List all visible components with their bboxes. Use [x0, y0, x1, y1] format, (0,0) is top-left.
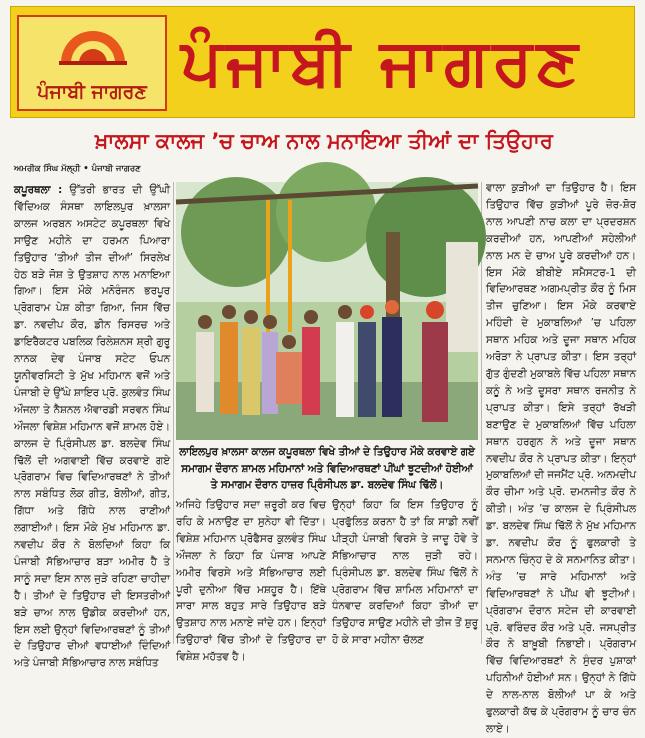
column-3-text: ਵਾਲਾ ਕੁੜੀਆਂ ਦਾ ਤਿਉਹਾਰ ਹੈ। ਇਸ ਤਿਉਹਾਰ ਵਿੱਚ ਕੁੜੀਆਂ ਪੂਰੇ ਜ਼ੋਰ-ਸ਼ੋਰ ਨਾਲ ਆਪਣੀ ਨਾਚ ਕਲਾ ਦਾ ਪ੍ਰਦਰਸ਼ਨ ਕਰਦੀਆਂ ਹਨ, ਆਪਣੀਆਂ ਸਹੇਲੀਆਂ ਨਾਲ ਮਨ ਦੇ ਚਾਅ ਪੂਰੇ ਕਰਦੀਆਂ ਹਨ। ਇਸ ਮੌਕੇ ਬੀਬੀਏ ਸਮੈਸਟਰ-1 ਦੀ ਵਿਦਿਆਰਥਣ ਅਗਮਪ੍ਰੀਤ ਕੌਰ ਨੂੰ ਮਿਸ ਤੀਜ ਚੁਣਿਆ। ਇਸ ਮੌਕੇ ਕਰਵਾਏ ਮਹਿੰਦੀ ਦੇ ਮੁਕਾਬਲਿਆਂ ’ਚ ਪਹਿਲਾ ਸਥਾਨ ਮਹਿਕ ਅਤੇ ਦੂਜਾ ਸਥਾਨ ਮਹਿਕ ਅਰੋੜਾ ਨੇ ਪ੍ਰਾਪਤ ਕੀਤਾ। ਇਸ ਤਰ੍ਹਾਂ ਗੁੱਤ ਗੁੰਦਣੀ ਮੁਕਾਬਲੇ ਵਿੱਚ ਪਹਿਲਾ ਸਥਾਨ ਕਨੂੰ ਨੇ ਅਤੇ ਦੂਸਰਾ ਸਥਾਨ ਰਜਨੀਤ ਨੇ ਪ੍ਰਾਪਤ ਕੀਤਾ। ਇਸੇ ਤਰ੍ਹਾਂ ਰੱਖੜੀ ਬਣਾਉਣ ਦੇ ਮੁਕਾਬਲਿਆਂ ਵਿੱਚ ਪਹਿਲਾ ਸਥਾਨ ਹਰਗੁਨ ਨੇ ਅਤੇ ਦੂਜਾ ਸਥਾਨ ਨਵਦੀਪ ਕੌਰ ਨੇ ਪ੍ਰਾਪਤ ਕੀਤਾ। ਇਨ੍ਹਾਂ ਮੁਕਾਬਲਿਆਂ ਦੀ ਜਜਮੈਂਟ ਪ੍ਰੋ. ਅਨਮਦੀਪ ਕੌਰ ਚੀਮਾ ਅਤੇ ਪ੍ਰੋ. ਦਮਨਜੀਤ ਕੌਰ ਨੇ ਕੀਤੀ। ਅੰਤ ’ਚ ਕਾਲਜ ਦੇ ਪ੍ਰਿੰਸੀਪਲ ਡਾ. ਬਲਦੇਵ ਸਿੰਘ ਢਿੱਲੋਂ ਨੇ ਮੁੱਖ ਮਹਿਮਾਨ ਡਾ. ਨਵਦੀਪ ਕੌਰ ਨੂੰ ਫੁਲਕਾਰੀ ਤੇ ਸਨਮਾਨ ਚਿੰਨ੍ਹ ਦੇ ਕੇ ਸਨਮਾਨਿਤ ਕੀਤਾ। ਅੰਤ ’ਚ ਸਾਰੇ ਮਹਿਮਾਨਾਂ ਅਤੇ ਵਿਦਿਆਰਥਣਾਂ ਨੇ ਪੀਂਘ ਵੀ ਝੂਟੀਆਂ। ਪ੍ਰੋਗਰਾਮ ਦੌਰਾਨ ਸਟੇਜ ਦੀ ਕਾਰਵਾਈ ਪ੍ਰੋ. ਵਰਿੰਦਰ ਕੌਰ ਅਤੇ ਪ੍ਰੋ. ਜਸਪ੍ਰੀਤ ਕੌਰ ਨੇ ਬਾਖ਼ੂਬੀ ਨਿਭਾਈ। ਪ੍ਰੋਗਰਾਮ ਵਿੱਚ ਵਿਦਿਆਰਥਣਾਂ ਨੇ ਸੁੰਦਰ ਪੁਸ਼ਾਕਾਂ ਪਹਿਨੀਆਂ ਹੋਈਆਂ ਸਨ। ਉਨ੍ਹਾਂ ਨੇ ਗਿੱਧੇ ਦੇ ਨਾਲ-ਨਾਲ ਬੋਲੀਆਂ ਪਾ ਕੇ ਅਤੇ ਫੁਲਕਾਰੀ ਕੱਢ ਕੇ ਪ੍ਰੋਗਰਾਮ ਨੂੰ ਚਾਰ ਚੰਨ ਲਾਏ।: [486, 182, 636, 735]
masthead: [10, 6, 635, 118]
newspaper-logo: [17, 15, 167, 111]
column-1-text: ਉੱਤਰੀ ਭਾਰਤ ਦੀ ਉੱਘੀ ਵਿੱਦਿਅਕ ਸੰਸਥਾ ਲਾਇਲਪੁਰ ਖ਼ਾਲਸਾ ਕਾਲਜ ਅਰਬਨ ਅਸਟੇਟ ਕਪੂਰਥਲਾ ਵਿਖੇ ਸਾਉਣ ਮਹੀਨੇ ਦਾ ਹਰਮਨ ਪਿਆਰਾ ਤਿਉਹਾਰ ‘ਤੀਆਂ ਤੀਜ ਦੀਆਂ’ ਸਿਰਲੇਖ ਹੇਠ ਬੜੇ ਜੋਸ਼ ਤੇ ਉਤਸ਼ਾਹ ਨਾਲ ਮਨਾਇਆ ਗਿਆ। ਇਸ ਮੌਕੇ ਮਨੋਰੰਜਨ ਭਰਪੂਰ ਪ੍ਰੋਗਰਾਮ ਪੇਸ਼ ਕੀਤਾ ਗਿਆ, ਜਿਸ ਵਿੱਚ ਡਾ. ਨਵਦੀਪ ਕੌਰ, ਡੀਨ ਰਿਸਰਚ ਅਤੇ ਡਾਇਰੈਕਟਰ ਪਬਲਿਕ ਰਿਲੇਸ਼ਨਸ ਸ਼੍ਰੀ ਗੁਰੂ ਨਾਨਕ ਦੇਵ ਪੰਜਾਬ ਸਟੇਟ ਓਪਨ ਯੂਨੀਵਰਸਿਟੀ ਤੇ ਮੁੱਖ ਮਹਿਮਾਨ ਵਜੋਂ ਅਤੇ ਪੰਜਾਬੀ ਦੇ ਉੱਘੇ ਸ਼ਾਇਰ ਪ੍ਰੋ. ਕੁਲਵੰਤ ਸਿੰਘ ਔਜਲਾ ਤੇ ਨੈਸ਼ਨਲ ਐਵਾਰਡੀ ਸਰਵਨ ਸਿੰਘ ਔਜਲਾ ਵਿਸ਼ੇਸ਼ ਮਹਿਮਾਨ ਵਜੋਂ ਸ਼ਾਮਲ ਹੋਏ। ਕਾਲਜ ਦੇ ਪ੍ਰਿੰਸੀਪਲ ਡਾ. ਬਲਦੇਵ ਸਿੰਘ ਢਿੱਲੋਂ ਦੀ ਅਗਵਾਈ ਵਿੱਚ ਕਰਵਾਏ ਗਏ ਪ੍ਰੋਗਰਾਮ ਵਿਚ ਵਿਦਿਆਰਥਣਾਂ ਨੇ ਤੀਆਂ ਨਾਲ ਸਬੰਧਿਤ ਲੋਕ ਗੀਤ, ਬੋਲੀਆਂ, ਗੀਤ, ਗਿੱਧਾ ਅਤੇ ਗਿੱਧੇ ਨਾਲ ਰਾਣੀਆਂ ਲਗਾਈਆਂ। ਇਸ ਮੌਕੇ ਮੁੱਖ ਮਹਿਮਾਨ ਡਾ. ਨਵਦੀਪ ਕੌਰ ਨੇ ਬੋਲਦਿਆਂ ਕਿਹਾ ਕਿ ਪੰਜਾਬੀ ਸੱਭਿਆਚਾਰ ਬੜਾ ਅਮੀਰ ਹੈ ਤੇ ਸਾਨੂੰ ਸਦਾ ਇਸ ਨਾਲ ਜੁੜੇ ਰਹਿਣਾ ਚਾਹੀਦਾ ਹੈ। ਤੀਆਂ ਦੇ ਤਿਉਹਾਰ ਦੀ ਇਸਤਰੀਆਂ ਬੜੇ ਚਾਅ ਨਾਲ ਉਡੀਕ ਕਰਦੀਆਂ ਹਨ, ਇਸ ਲਈ ਉਨ੍ਹਾਂ ਵਿਦਿਆਰਥਣਾਂ ਨੂੰ ਤੀਆਂ ਦੇ ਤਿਉਹਾਰ ਦੀਆਂ ਵਧਾਈਆਂ ਦਿੰਦਿਆਂ ਅਤੇ ਪੰਜਾਬੀ ਸੱਭਿਆਚਾਰ ਨਾਲ ਸਬੰਧਿਤ: [14, 184, 171, 670]
sunrise-emblem-icon: [55, 25, 131, 65]
event-photo-image: [176, 182, 478, 440]
article-column-3: [486, 180, 636, 735]
article-column-2a: [176, 497, 326, 664]
column-2a-text: ਅਜਿਹੇ ਤਿਉਹਾਰ ਸਦਾ ਜ਼ਰੂਰੀ ਕਰ ਵਿਚ ਰਹਿ ਕੇ ਮਨਾਉਣ ਦਾ ਸੁਨੇਹਾ ਵੀ ਦਿੱਤਾ। ਵਿਸ਼ੇਸ਼ ਮਹਿਮਾਨ ਪ੍ਰੋਫੈਸਰ ਕੁਲਵੰਤ ਸਿੰਘ ਔਜਲਾ ਨੇ ਕਿਹਾ ਕਿ ਪੰਜਾਬ ਆਪਣੇ ਅਮੀਰ ਵਿਰਸੇ ਅਤੇ ਸੱਭਿਆਚਾਰ ਲਈ ਪੂਰੀ ਦੁਨੀਆ ਵਿੱਚ ਮਸ਼ਹੂਰ ਹੈ। ਇੱਥੇ ਸਾਰਾ ਸਾਲ ਬਹੁਤ ਸਾਰੇ ਤਿਉਹਾਰ ਬੜੇ ਉਤਸ਼ਾਹ ਨਾਲ ਮਨਾਏ ਜਾਂਦੇ ਹਨ। ਇਨ੍ਹਾਂ ਤਿਉਹਾਰਾਂ ਵਿੱਚ ਤੀਆਂ ਦੇ ਤਿਉਹਾਰ ਦਾ ਵਿਸ਼ੇਸ਼ ਮਹੱਤਵ ਹੈ।: [176, 499, 326, 664]
article-headline: ਖ਼ਾਲਸਾ ਕਾਲਜ ’ਚ ਚਾਅ ਨਾਲ ਮਨਾਇਆ ਤੀਆਂ ਦਾ ਤਿਉਹਾਰ: [95, 129, 553, 153]
article-column-2b: [332, 497, 478, 647]
photo-caption: ਲਾਇਲਪੁਰ ਖ਼ਾਲਸਾ ਕਾਲਜ ਕਪੂਰਥਲਾ ਵਿਖੇ ਤੀਆਂ ਦੇ ਤਿਉਹਾਰ ਮੌਕੇ ਕਰਵਾਏ ਗਏ ਸਮਾਗਮ ਦੌਰਾਨ ਸ਼ਾਮਲ ਮਹਿਮਾਨਾਂ ਅਤੇ ਵਿਦਿਆਰਥਣਾਂ ਪੀਂਘਾਂ ਝੂਟਦੀਆਂ ਹੋਈਆਂ ਤੇ ਸਮਾਗਮ ਦੌਰਾਨ ਹਾਜ਼ਰ ਪ੍ਰਿੰਸੀਪਲ ਡਾ. ਬਲਦੇਵ ਸਿੰਘ ਢਿੱਲੋਂ।: [179, 446, 475, 491]
newspaper-name: ਪੰਜਾਬੀ ਜਾਗਰਣ: [181, 26, 582, 100]
article-byline: ਅਮਰੀਕ ਸਿੰਘ ਮੱਲ੍ਹੀ • ਪੰਜਾਬੀ ਜਾਗਰਣ: [14, 164, 141, 174]
dateline: ਕਪੂਰਥਲਾ :: [14, 184, 63, 196]
logo-text: ਪੰਜਾਬੀ ਜਾਗਰਣ: [37, 81, 147, 103]
event-photo: [176, 182, 478, 440]
article-column-1: [14, 182, 171, 670]
column-2b-text: ਉਨ੍ਹਾਂ ਕਿਹਾ ਕਿ ਇਸ ਤਿਉਹਾਰ ਨੂੰ ਪ੍ਰਫੁੱਲਿਤ ਕਰਨਾ ਹੈ ਤਾਂ ਕਿ ਸਾਡੀ ਨਵੀਂ ਪੀੜ੍ਹੀ ਪੰਜਾਬੀ ਵਿਰਸੇ ਤੇ ਜਾਦੂ ਹੋਵੇ ਤੇ ਸੱਭਿਆਚਾਰ ਨਾਲ ਜੁੜੀ ਰਹੇ। ਪ੍ਰਿੰਸੀਪਲ ਡਾ. ਬਲਦੇਵ ਸਿੰਘ ਢਿੱਲੋਂ ਨੇ ਪ੍ਰੋਗਰਾਮ ਵਿੱਚ ਸ਼ਾਮਿਲ ਮਹਿਮਾਨਾਂ ਦਾ ਧੰਨਵਾਦ ਕਰਦਿਆਂ ਕਿਹਾ ਤੀਆਂ ਦਾ ਤਿਉਹਾਰ ਸਾਉਣ ਮਹੀਨੇ ਦੀ ਤੀਜ ਤੋਂ ਸ਼ੁਰੂ ਹੋ ਕੇ ਸਾਰਾ ਮਹੀਨਾ ਚੱਲਣ: [332, 499, 478, 647]
